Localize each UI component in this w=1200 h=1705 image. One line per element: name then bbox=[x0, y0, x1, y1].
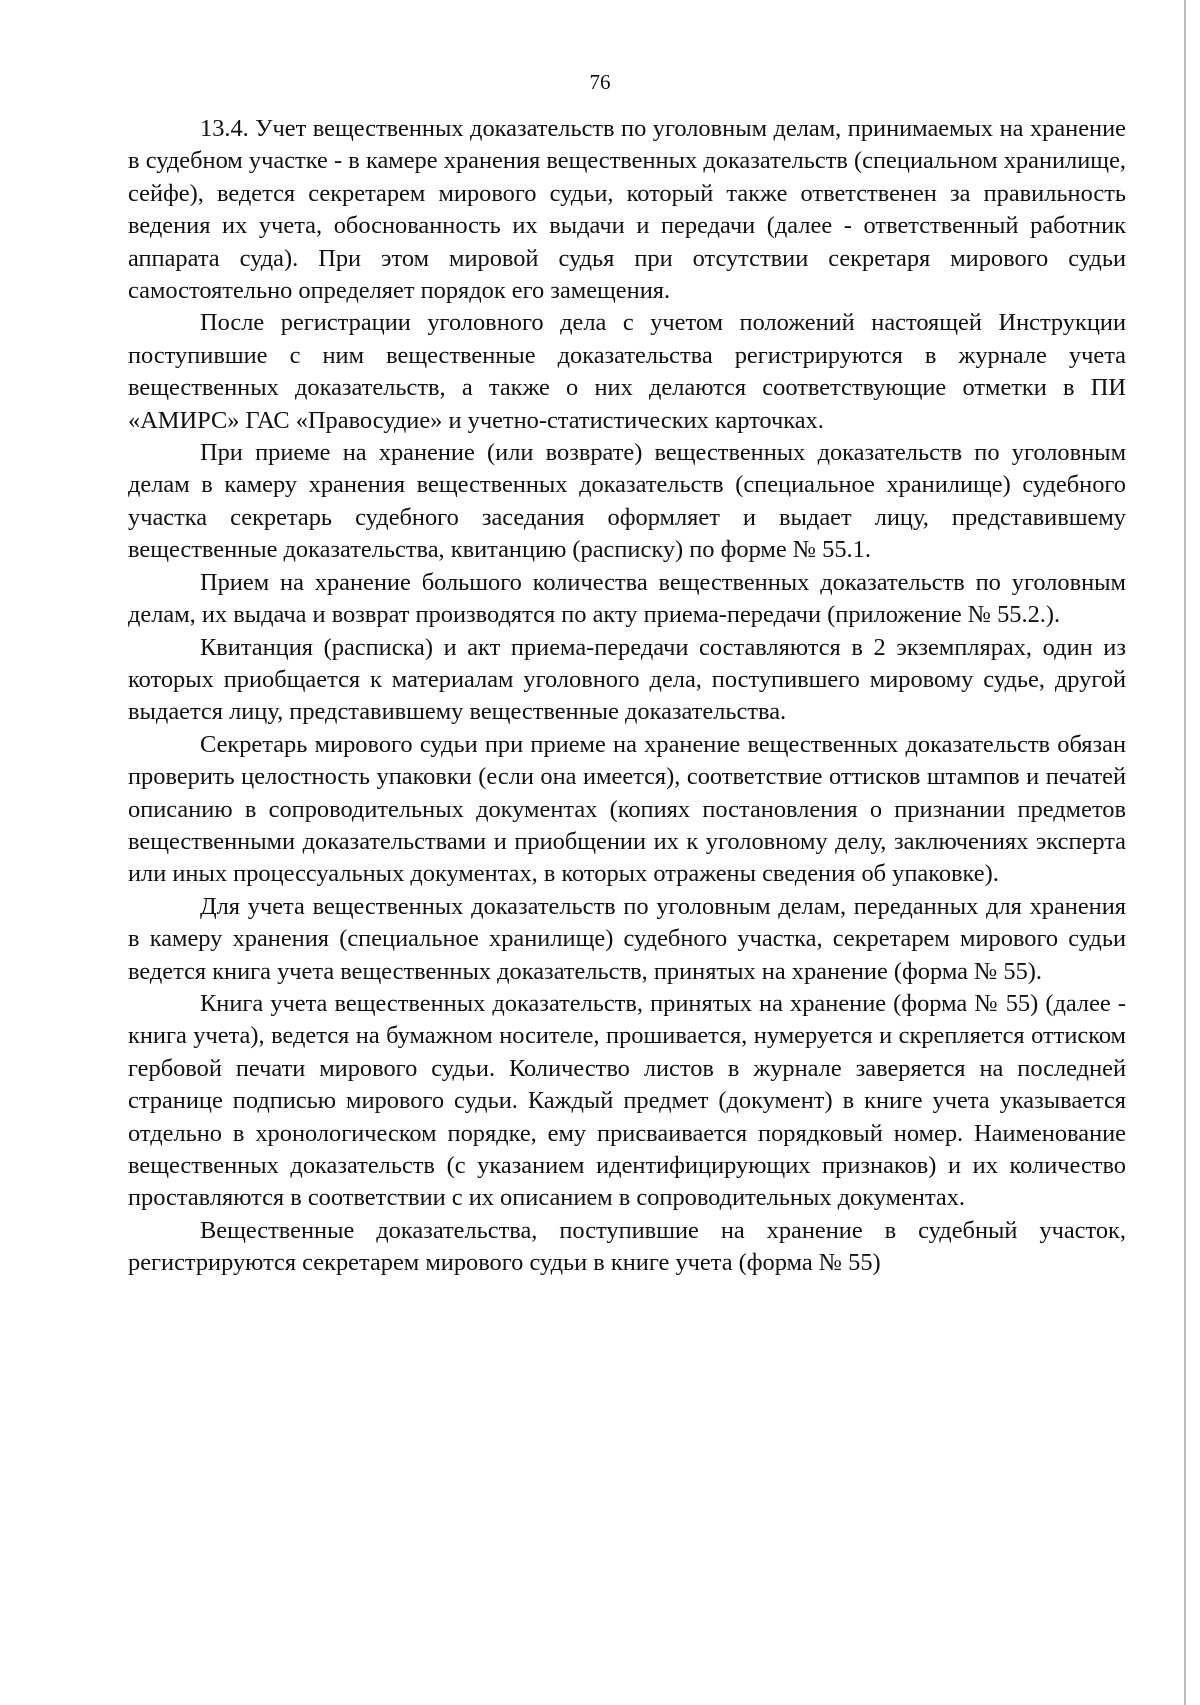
paragraph-registration: После регистрации уголовного дела с учетом положений настоящей Инструкции поступившие с ним вещественные доказательства регистрируются в журнале учета вещественных доказательств, а также о них делаются соответствующие отметки в ПИ «АМИРС» ГАС «Правосудие» и учетно-статистических карточках. bbox=[128, 309, 1126, 434]
paragraph-accounting-book: Для учета вещественных доказательств по уголовным делам, переданных для хранения в камеру хранения (специальное хранилище) судебного участка, секретарем мирового судьи ведется книга учета вещественных доказательств, принятых на хранение (форма № 55). bbox=[128, 892, 1126, 985]
paragraph-secretary-check: Секретарь мирового судьи при приеме на хранение вещественных доказательств обязан проверить целостность упаковки (если она имеется), соответствие оттисков штампов и печатей описанию в сопроводительных документах (копиях постановления о признании предметов вещественными доказательствами и приобщении их к уголовному делу, заключениях эксперта или иных процессуальных документах, в которых отражены сведения об упаковке). bbox=[128, 730, 1126, 888]
paragraph-registration-book: Вещественные доказательства, поступившие на хранение в судебный участок, регистрируются секретарем мирового судьи в книге учета (форма № 55) bbox=[128, 1216, 1126, 1277]
scan-edge-line bbox=[1184, 0, 1186, 1705]
document-body bbox=[128, 113, 1126, 1280]
page-number: 76 bbox=[589, 70, 611, 94]
paragraph-two-copies: Квитанция (расписка) и акт приема-передачи составляются в 2 экземплярах, один из которых приобщается к материалам уголовного дела, поступившего мировому судье, другой выдается лицу, представившему вещественные доказательства. bbox=[128, 633, 1126, 726]
paragraph-book-details: Книга учета вещественных доказательств, принятых на хранение (форма № 55) (далее - книга учета), ведется на бумажном носителе, прошивается, нумеруется и скрепляется оттиском гербовой печати мирового судьи. Количество листов в журнале заверяется на последней странице подписью мирового судьи. Каждый предмет (документ) в книге учета указывается отдельно в хронологическом порядке, ему присваивается порядковый номер. Наименование вещественных доказательств (с указанием идентифицирующих признаков) и их количество проставляются в соответствии с их описанием в сопроводительных документах. bbox=[128, 989, 1126, 1212]
paragraph-13-4: 13.4. Учет вещественных доказательств по уголовным делам, принимаемых на хранение в судебном участке - в камере хранения вещественных доказательств (специальном хранилище, сейфе), ведется секретарем мирового судьи, который также ответственен за правильность ведения их учета, обоснованность их выдачи и передачи (далее - ответственный работник аппарата суда). При этом мировой судья при отсутствии секретаря мирового судьи самостоятельно определяет порядок его замещения. bbox=[128, 115, 1126, 305]
paragraph-large-quantity: Прием на хранение большого количества вещественных доказательств по уголовным делам, их выдача и возврат производятся по акту приема-передачи (приложение № 55.2.). bbox=[128, 568, 1126, 629]
paragraph-receipt-issue: При приеме на хранение (или возврате) вещественных доказательств по уголовным делам в камеру хранения вещественных доказательств (специальное хранилище) судебного участка секретарь судебного заседания оформляет и выдает лицу, представившему вещественные доказательства, квитанцию (расписку) по форме № 55.1. bbox=[128, 439, 1126, 564]
